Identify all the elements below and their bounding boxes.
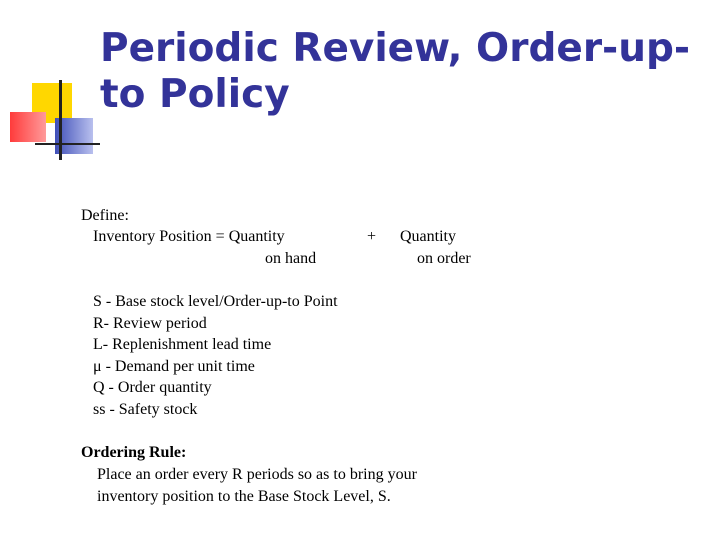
ordering-rule-line-1: Place an order every R periods so as to bring your <box>97 466 417 483</box>
title-line-2: to Policy <box>100 72 290 117</box>
ordering-rule-label: Ordering Rule: <box>81 444 187 461</box>
vertical-line-decoration <box>59 80 62 160</box>
red-square-decoration <box>10 112 46 142</box>
horizontal-line-decoration <box>35 143 100 145</box>
equation-plus: + <box>367 228 377 245</box>
equation-lhs: Inventory Position = Quantity <box>93 228 285 245</box>
definition-item: μ - Demand per unit time <box>93 358 255 375</box>
equation-term1-line2: on hand <box>265 250 317 267</box>
definition-item: R- Review period <box>93 315 207 332</box>
definition-item: L- Replenishment lead time <box>93 336 272 353</box>
definition-item: ss - Safety stock <box>93 401 198 418</box>
title-line-1: Periodic Review, Order-up- <box>100 26 691 71</box>
ordering-rule-line-2: inventory position to the Base Stock Level, S. <box>97 488 391 505</box>
slide-logo-decoration <box>0 0 110 170</box>
definition-item: Q - Order quantity <box>93 379 212 396</box>
define-label: Define: <box>81 207 129 224</box>
slide-title <box>100 26 710 118</box>
equation-term2-line1: Quantity <box>400 228 456 245</box>
equation-term2-line2: on order <box>417 250 471 267</box>
definition-item: S - Base stock level/Order-up-to Point <box>93 293 338 310</box>
